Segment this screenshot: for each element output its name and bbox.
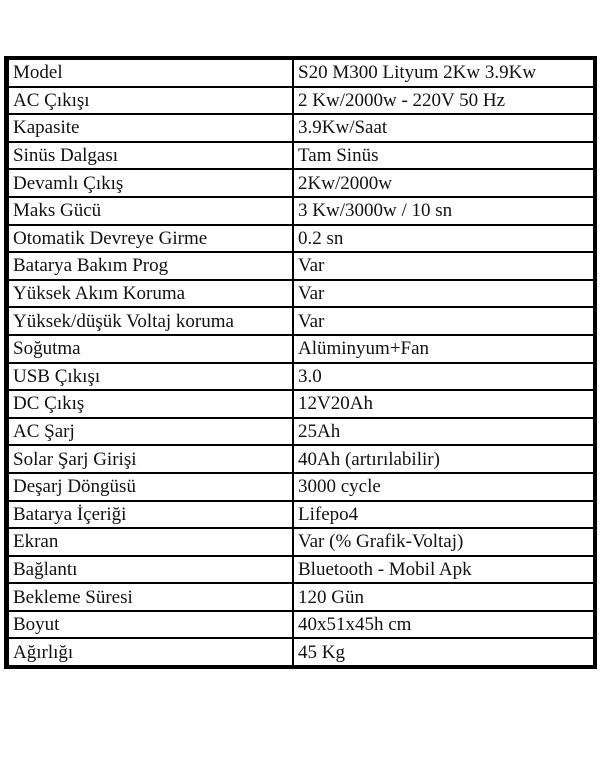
table-row xyxy=(7,556,596,584)
table-row xyxy=(7,390,596,418)
spec-value: Var xyxy=(293,280,595,308)
table-row xyxy=(7,58,596,87)
table-row xyxy=(7,363,596,391)
table-row xyxy=(7,418,596,446)
table-row xyxy=(7,501,596,529)
spec-label: Ağırlığı xyxy=(7,638,294,667)
spec-value: Alüminyum+Fan xyxy=(293,335,595,363)
spec-value: Lifepo4 xyxy=(293,501,595,529)
spec-table xyxy=(4,56,597,669)
table-row xyxy=(7,280,596,308)
spec-value: 3 Kw/3000w / 10 sn xyxy=(293,197,595,225)
table-row xyxy=(7,335,596,363)
table-row xyxy=(7,445,596,473)
table-row xyxy=(7,583,596,611)
spec-label: Batarya Bakım Prog xyxy=(7,252,294,280)
spec-value: 45 Kg xyxy=(293,638,595,667)
spec-value: 3000 cycle xyxy=(293,473,595,501)
spec-label: Solar Şarj Girişi xyxy=(7,445,294,473)
spec-label: Devamlı Çıkış xyxy=(7,169,294,197)
spec-label: Yüksek Akım Koruma xyxy=(7,280,294,308)
spec-label: Boyut xyxy=(7,611,294,639)
spec-value: Var (% Grafik-Voltaj) xyxy=(293,528,595,556)
spec-value: S20 M300 Lityum 2Kw 3.9Kw xyxy=(293,58,595,87)
spec-label: USB Çıkışı xyxy=(7,363,294,391)
spec-label: Bağlantı xyxy=(7,556,294,584)
table-row xyxy=(7,307,596,335)
table-row xyxy=(7,225,596,253)
spec-label: Model xyxy=(7,58,294,87)
spec-value: 25Ah xyxy=(293,418,595,446)
spec-label: AC Çıkışı xyxy=(7,87,294,115)
spec-label: AC Şarj xyxy=(7,418,294,446)
spec-label: Batarya İçeriği xyxy=(7,501,294,529)
spec-value: Tam Sinüs xyxy=(293,142,595,170)
spec-value: Var xyxy=(293,252,595,280)
spec-label: Kapasite xyxy=(7,114,294,142)
table-row xyxy=(7,142,596,170)
spec-label: Yüksek/düşük Voltaj koruma xyxy=(7,307,294,335)
table-row xyxy=(7,169,596,197)
spec-value: 2 Kw/2000w - 220V 50 Hz xyxy=(293,87,595,115)
spec-value: 0.2 sn xyxy=(293,225,595,253)
spec-label: Bekleme Süresi xyxy=(7,583,294,611)
spec-value: 3.0 xyxy=(293,363,595,391)
spec-value: 12V20Ah xyxy=(293,390,595,418)
spec-value: 120 Gün xyxy=(293,583,595,611)
table-row xyxy=(7,528,596,556)
table-row xyxy=(7,197,596,225)
spec-value: 2Kw/2000w xyxy=(293,169,595,197)
spec-value: 40Ah (artırılabilir) xyxy=(293,445,595,473)
spec-value: 3.9Kw/Saat xyxy=(293,114,595,142)
spec-value: 40x51x45h cm xyxy=(293,611,595,639)
spec-label: DC Çıkış xyxy=(7,390,294,418)
table-row xyxy=(7,87,596,115)
spec-label: Maks Gücü xyxy=(7,197,294,225)
spec-value: Bluetooth - Mobil Apk xyxy=(293,556,595,584)
table-row xyxy=(7,114,596,142)
spec-label: Otomatik Devreye Girme xyxy=(7,225,294,253)
spec-value: Var xyxy=(293,307,595,335)
table-row xyxy=(7,252,596,280)
spec-label: Sinüs Dalgası xyxy=(7,142,294,170)
table-row xyxy=(7,611,596,639)
table-row xyxy=(7,473,596,501)
spec-label: Ekran xyxy=(7,528,294,556)
spec-label: Deşarj Döngüsü xyxy=(7,473,294,501)
spec-label: Soğutma xyxy=(7,335,294,363)
table-row xyxy=(7,638,596,667)
